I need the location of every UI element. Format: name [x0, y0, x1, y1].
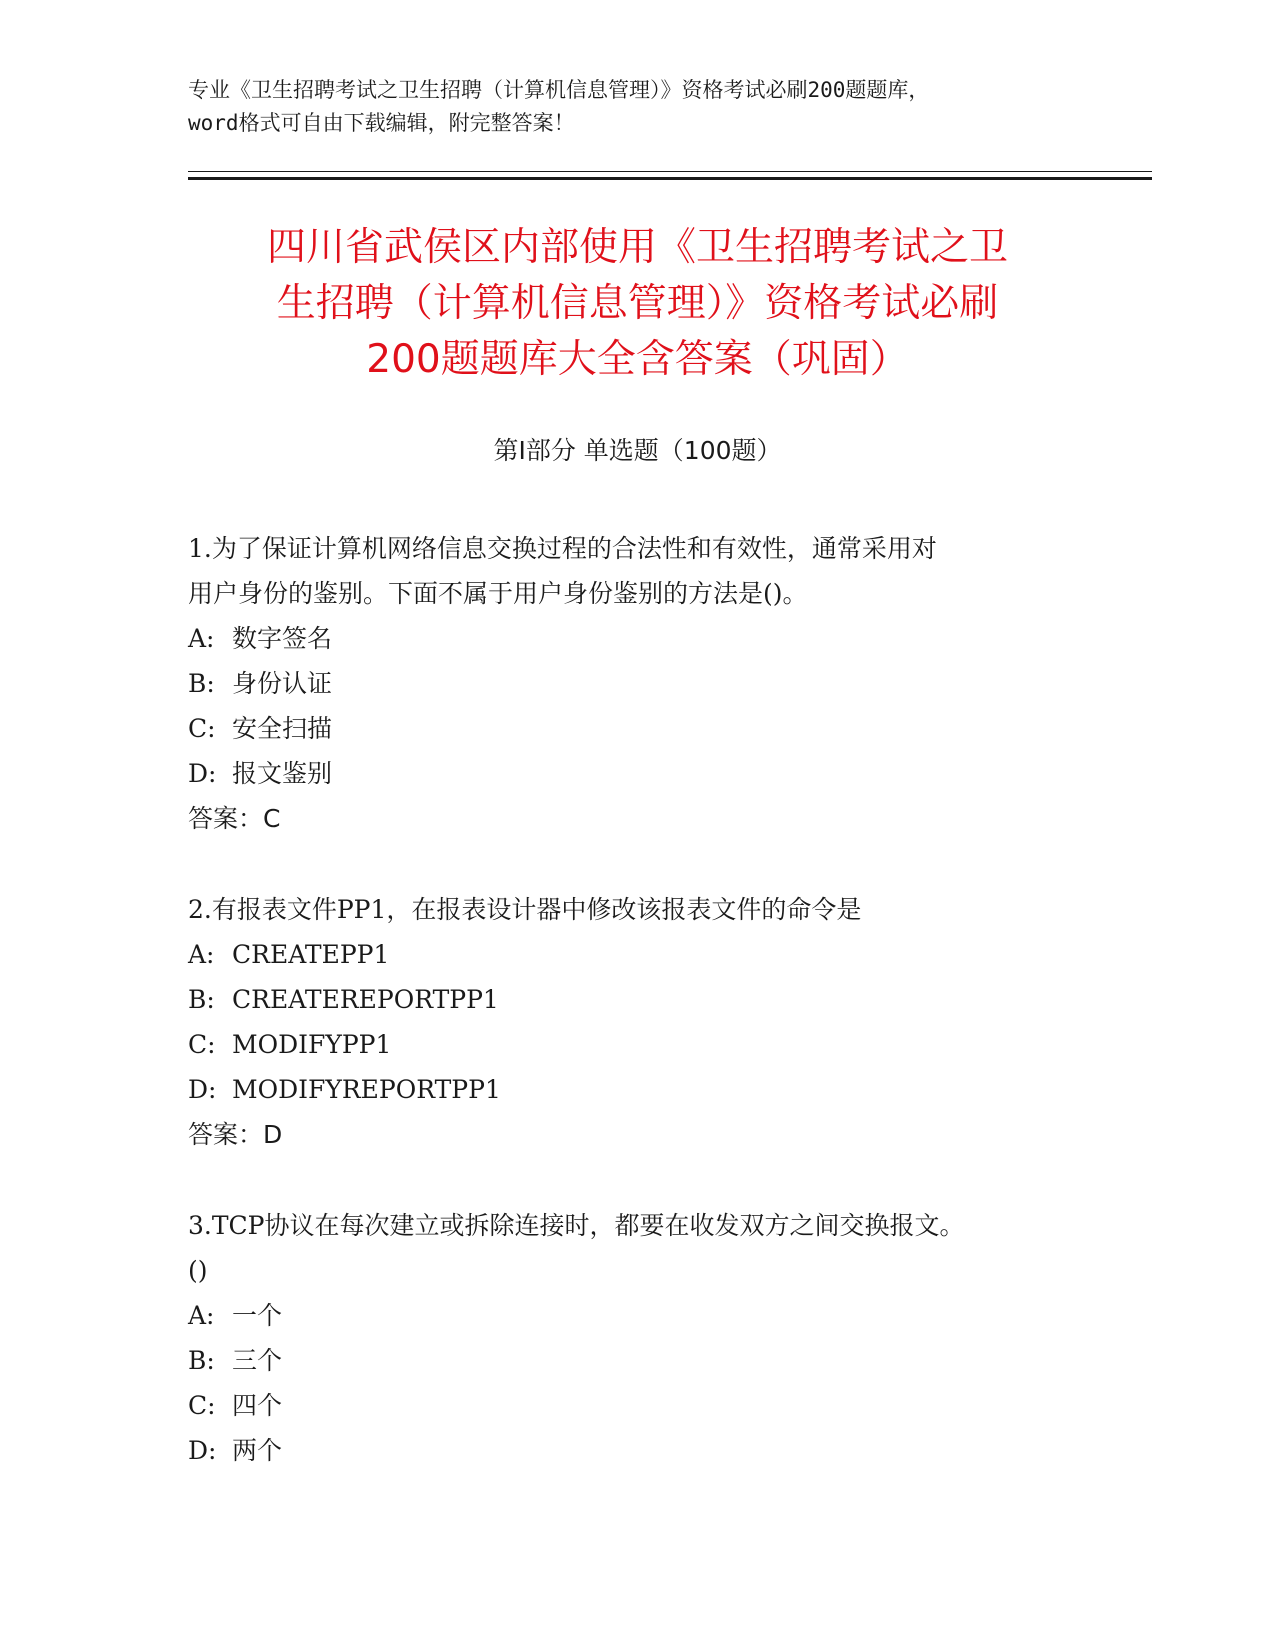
option-letter: D: [188, 759, 217, 788]
option-a [188, 932, 1148, 977]
option-d [188, 751, 1148, 796]
option-letter: B: [188, 669, 215, 698]
option-letter: A: [188, 940, 215, 969]
option-letter: D: [188, 1436, 217, 1465]
answer-line: 答案：D [188, 1120, 283, 1149]
option-text: 身份认证 [232, 669, 333, 698]
option-text: CREATEPP1 [232, 940, 390, 969]
question-list [188, 526, 1148, 1519]
question-text-line: 2.有报表文件PP1，在报表设计器中修改该报表文件的命令是 [188, 895, 862, 924]
option-letter: D: [188, 1075, 217, 1104]
document-title [150, 220, 1125, 388]
option-text: 两个 [232, 1436, 283, 1465]
option-text: 数字签名 [232, 624, 333, 653]
option-text: 一个 [232, 1301, 283, 1330]
option-letter: A: [188, 1301, 215, 1330]
option-b [188, 977, 1148, 1022]
header-divider-thin [188, 171, 1152, 172]
section-title: 第Ⅰ部分 单选题（100题） [493, 436, 782, 465]
header-note-line-2: word格式可自由下载编辑，附完整答案！ [188, 111, 575, 135]
title-line-3: 200题题库大全含答案（巩固） [366, 337, 909, 382]
option-letter: C: [188, 1391, 216, 1420]
header-divider-thick [188, 177, 1152, 180]
option-letter: C: [188, 714, 216, 743]
option-c [188, 706, 1148, 751]
title-line-1: 四川省武侯区内部使用《卫生招聘考试之卫 [266, 225, 1008, 270]
option-a [188, 616, 1148, 661]
question-2 [188, 887, 1148, 1157]
question-text-line: 用户身份的鉴别。下面不属于用户身份鉴别的方法是()。 [188, 579, 808, 608]
option-text: 报文鉴别 [232, 759, 333, 788]
option-text: MODIFYREPORTPP1 [232, 1075, 501, 1104]
option-letter: A: [188, 624, 215, 653]
option-b [188, 1338, 1148, 1383]
option-b [188, 661, 1148, 706]
option-d [188, 1067, 1148, 1112]
option-a [188, 1293, 1148, 1338]
question-text-line: 1.为了保证计算机网络信息交换过程的合法性和有效性，通常采用对 [188, 534, 937, 563]
question-3 [188, 1203, 1148, 1473]
option-text: 三个 [232, 1346, 283, 1375]
question-text-line: () [188, 1256, 208, 1285]
title-line-2: 生招聘（计算机信息管理）》资格考试必刷 [276, 281, 999, 326]
option-text: MODIFYPP1 [232, 1030, 392, 1059]
question-text-line: 3.TCP协议在每次建立或拆除连接时，都要在收发双方之间交换报文。 [188, 1211, 965, 1240]
answer-line: 答案：C [188, 804, 281, 833]
header-note [188, 74, 1088, 140]
option-text: 安全扫描 [232, 714, 333, 743]
option-letter: C: [188, 1030, 216, 1059]
option-text: 四个 [232, 1391, 283, 1420]
header-note-line-1: 专业《卫生招聘考试之卫生招聘（计算机信息管理）》资格考试必刷200题题库， [188, 78, 930, 102]
option-letter: B: [188, 985, 215, 1014]
option-c [188, 1383, 1148, 1428]
option-d [188, 1428, 1148, 1473]
option-text: CREATEREPORTPP1 [232, 985, 499, 1014]
question-1 [188, 526, 1148, 841]
option-c [188, 1022, 1148, 1067]
option-letter: B: [188, 1346, 215, 1375]
